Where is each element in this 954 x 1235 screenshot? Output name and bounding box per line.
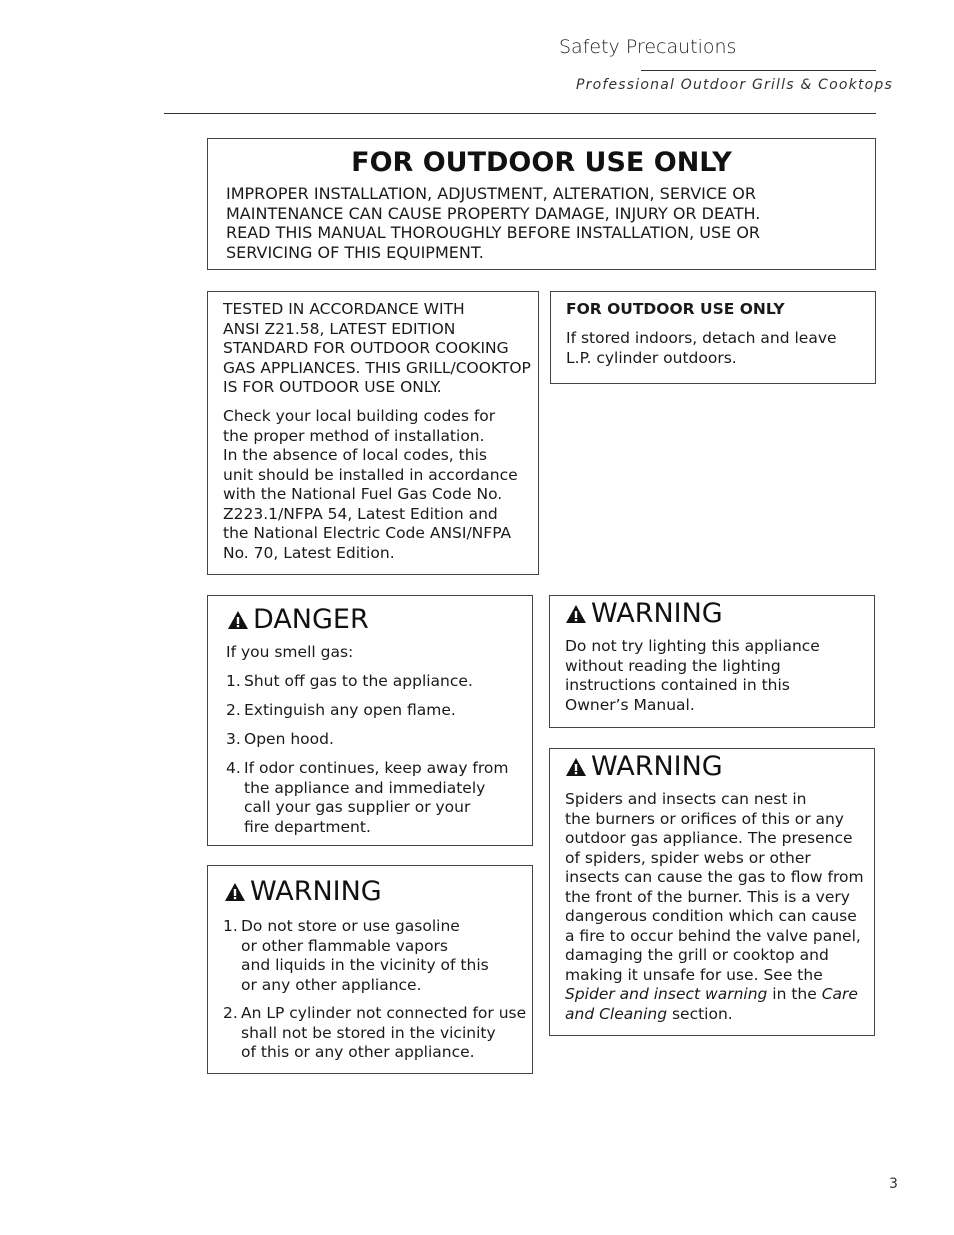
danger-intro: If you smell gas: (226, 643, 354, 661)
gasoline-warning-label: WARNING (250, 876, 382, 907)
list-item: 4. If odor continues, keep away from the appliance and immediately call your gas supplier or your fire department. (226, 759, 509, 836)
section-subtitle: Professional Outdoor Grills & Cooktops (576, 77, 893, 93)
lighting-warning-body: Do not try lighting this appliance without reading the lighting instructions contained in this Owner’s Manual. (565, 637, 820, 714)
notice-body: IMPROPER INSTALLATION, ADJUSTMENT, ALTERATION, SERVICE OR MAINTENANCE CAN CAUSE PROPERTY DAMAGE, INJURY OR DEATH. READ THIS MANUAL THOROUGHLY BEFORE INSTALLATION, USE OR SERVICING OF THIS EQUIPMENT. (226, 184, 761, 262)
section-title: Safety Precautions (559, 36, 737, 58)
care-cleaning-reference: Care and Cleaning (565, 985, 858, 1023)
tested-standards-box (207, 291, 539, 575)
spider-warning-box (549, 748, 875, 1036)
lighting-warning-label: WARNING (591, 598, 723, 629)
spider-warning-heading (565, 751, 723, 782)
lighting-warning-box (549, 595, 875, 728)
list-item: 2. Extinguish any open flame. (226, 701, 456, 719)
tested-paragraph: TESTED IN ACCORDANCE WITH ANSI Z21.58, LATEST EDITION STANDARD FOR OUTDOOR COOKING GAS APPLIANCES. THIS GRILL/COOKTOP IS FOR OUTDOOR USE ONLY. (223, 300, 531, 396)
lighting-warning-heading (565, 598, 723, 629)
page-number: 3 (889, 1176, 898, 1192)
warning-triangle-icon (224, 882, 246, 902)
header-rule-short (641, 70, 876, 71)
danger-box (207, 595, 533, 846)
gasoline-warning-heading (224, 876, 382, 907)
list-item: 2. An LP cylinder not connected for use shall not be stored in the vicinity of this or any other appliance. (223, 1004, 527, 1061)
warning-triangle-icon (227, 610, 249, 630)
storage-body: If stored indoors, detach and leave L.P. cylinder outdoors. (566, 329, 837, 367)
gasoline-warning-list (223, 917, 528, 1072)
building-codes-paragraph: Check your local building codes for the proper method of installation. In the absence of local codes, this unit should be installed in accordance with the National Fuel Gas Code No. Z223.1/NFPA 54, Latest Edition and the National Electric Code ANSI/NFPA No. 70, Latest Edition. (223, 407, 518, 562)
warning-triangle-icon (565, 604, 587, 624)
warning-triangle-icon (565, 757, 587, 777)
list-item: 1. Shut off gas to the appliance. (226, 672, 473, 690)
list-item: 1. Do not store or use gasoline or other flammable vapors and liquids in the vicinity of this or any other appliance. (223, 917, 489, 994)
list-item: 3. Open hood. (226, 730, 334, 748)
header-rule (164, 113, 876, 114)
spider-insect-reference: Spider and insect warning (565, 985, 768, 1003)
outdoor-use-notice-box (207, 138, 876, 270)
danger-steps-list (226, 672, 526, 847)
spider-warning-body: Spiders and insects can nest in the burners or orifices of this or any outdoor gas appliance. The presence of spiders, spider webs or other insects can cause the gas to flow from the front of the burner. This is a very dangerous condition which can cause a fire to occur behind the valve panel, damaging the grill or cooktop and making it unsafe for use. See the Spider and insect warning in the Care and Cleaning section. (565, 790, 864, 1023)
storage-title: FOR OUTDOOR USE ONLY (566, 300, 785, 318)
gasoline-warning-box (207, 865, 533, 1074)
notice-title: FOR OUTDOOR USE ONLY (351, 147, 732, 178)
spider-warning-label: WARNING (591, 751, 723, 782)
danger-heading-label: DANGER (253, 604, 369, 635)
outdoor-storage-box (550, 291, 876, 384)
danger-heading (227, 604, 369, 635)
